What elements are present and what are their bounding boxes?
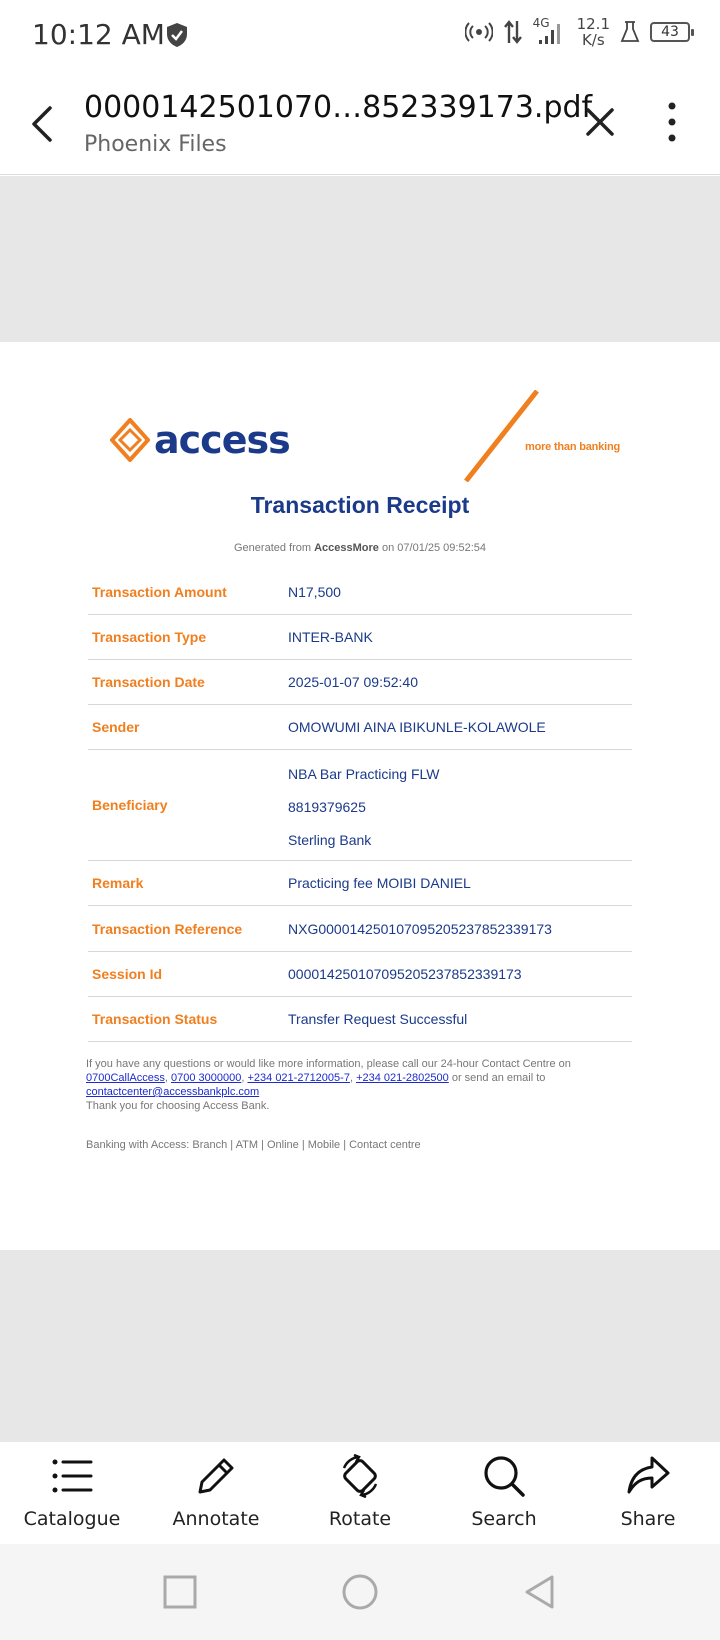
table-row [88,906,632,952]
share-button[interactable] [576,1442,720,1544]
row-value: Practicing fee MOIBI DANIEL [288,875,471,891]
close-icon[interactable] [580,102,620,142]
banking-channels: Banking with Access: Branch | ATM | Online | Mobile | Contact centre [86,1139,421,1151]
catalogue-label: Catalogue [23,1508,121,1530]
hotspot-icon [465,20,493,44]
access-logo-text: access [154,418,290,462]
flask-icon [620,20,640,44]
table-row [88,615,632,660]
table-row [88,750,632,861]
separator: , [241,1072,245,1084]
shield-icon [166,22,188,48]
row-label: Beneficiary [92,797,168,813]
generated-prefix: Generated from [234,542,312,554]
bottom-toolbar [0,1442,720,1544]
search-label: Search [471,1508,537,1530]
generated-line [0,542,720,554]
annotate-button[interactable] [144,1442,288,1544]
row-value: Transfer Request Successful [288,1011,468,1027]
status-bar [0,0,720,72]
search-button[interactable] [432,1442,576,1544]
contact-line: If you have any questions or would like more information, please call our 24-hour Contact Centre on [86,1058,571,1070]
phone-link[interactable]: 0700CallAccess [86,1072,165,1084]
row-value: 8819379625 [288,799,366,815]
network-speed [577,16,610,48]
table-row [88,705,632,750]
file-title: 0000142501070…852339173.pdf [84,90,593,125]
app-source: Phoenix Files [84,132,227,157]
recents-square-icon[interactable] [158,1570,202,1614]
phone-link[interactable]: 0700 3000000 [171,1072,242,1084]
app-bar [0,72,720,175]
system-nav-bar [0,1544,720,1640]
table-row [88,997,632,1042]
catalogue-button[interactable] [0,1442,144,1544]
contact-info [86,1057,646,1113]
share-label: Share [620,1508,676,1530]
generated-suffix: on 07/01/25 09:52:54 [382,542,486,554]
annotate-label: Annotate [172,1508,260,1530]
list-icon [50,1454,94,1498]
row-value: Sterling Bank [288,832,372,848]
contact-line: or send an email to [451,1072,546,1084]
row-label: Transaction Type [92,629,207,645]
row-value: 2025-01-07 09:52:40 [288,674,418,690]
pencil-icon [194,1454,238,1498]
table-row [88,570,632,615]
speed-value: 12.1 [576,15,610,33]
separator: , [349,1072,354,1084]
back-arrow-icon[interactable] [22,100,66,148]
speed-unit: K/s [581,31,605,49]
brand-slash [460,390,540,482]
separator: , [164,1072,168,1084]
row-value: INTER-BANK [288,629,373,645]
row-label: Sender [92,719,140,735]
rotate-button[interactable] [288,1442,432,1544]
access-logo-icon [110,418,150,462]
search-icon [482,1454,526,1498]
row-label: Remark [92,875,144,891]
row-label: Transaction Amount [92,584,227,600]
status-time: 10:12 AM [32,18,165,51]
data-transfer-icon [503,19,523,45]
table-row [88,660,632,705]
thanks-line: Thank you for choosing Access Bank. [86,1100,270,1112]
row-value: N17,500 [288,584,341,600]
row-value: 000014250107095205237852339173 [288,966,522,982]
row-label: Transaction Date [92,674,205,690]
back-triangle-icon[interactable] [518,1570,562,1614]
row-label: Session Id [92,966,163,982]
receipt-table [88,570,632,1042]
receipt-title: Transaction Receipt [250,492,470,518]
row-label: Transaction Status [92,1011,218,1027]
brand-tagline: more than banking [525,441,620,453]
share-icon [626,1454,670,1498]
row-value: NXG000014250107095205237852339173 [288,920,552,937]
signal-icon [533,18,567,46]
battery-icon [650,22,690,42]
table-row [88,861,632,906]
row-value: OMOWUMI AINA IBIKUNLE-KOLAWOLE [288,719,546,735]
more-options-icon[interactable] [660,100,684,144]
network-type: 4G [532,16,550,30]
battery-level: 43 [661,24,679,40]
rotate-icon [338,1454,382,1498]
contact-links [86,1071,646,1085]
rotate-label: Rotate [328,1508,392,1530]
row-value: NBA Bar Practicing FLW [288,766,440,782]
table-row [88,952,632,997]
generated-app: AccessMore [314,542,379,554]
phone-link[interactable]: +234 021-2712005-7 [247,1072,350,1084]
home-circle-icon[interactable] [338,1570,382,1614]
phone-link[interactable]: +234 021-2802500 [356,1072,449,1084]
row-label: Transaction Reference [92,920,243,937]
email-link[interactable]: contactcenter@accessbankplc.com [86,1086,260,1098]
